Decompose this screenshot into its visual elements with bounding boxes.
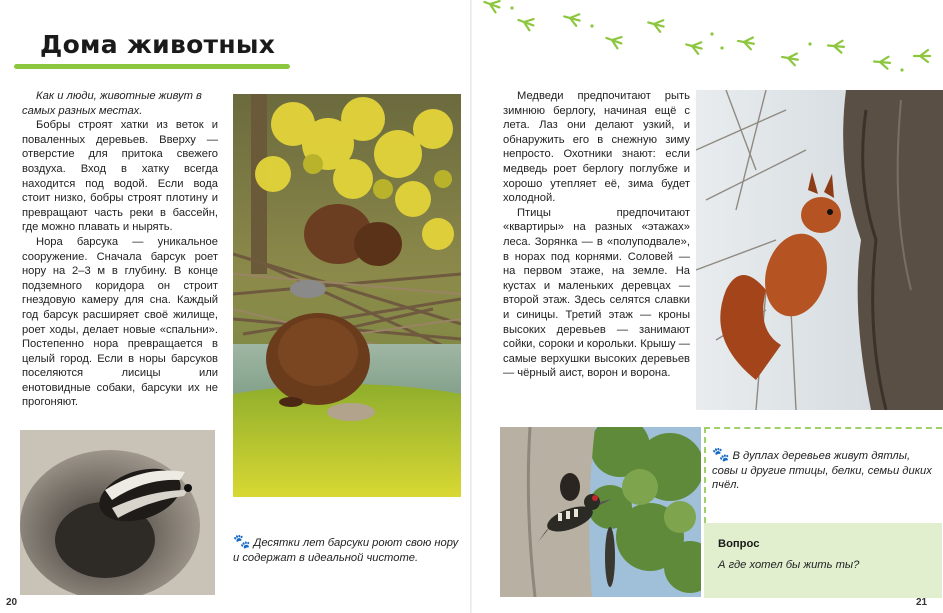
left-text-column [22, 89, 218, 410]
bear-paragraph: Медведи предпочитают рыть зимнюю берлогу, начиная ещё с лета. Лаз они делают узкий, и обнаружить его в снежную зиму непросто. Охотники знают: если медведь роет берлогу поглубже и хорошо утепляет её, зима будет холодной. [503, 90, 690, 205]
note-dashed-border-left [704, 427, 706, 523]
question-box [704, 523, 942, 598]
badger-photo [20, 430, 215, 595]
badger-paragraph: Нора барсука — уникальное сооружение. Сначала барсук роет нору на 2–3 м в глубину. В конце подземного коридора он строит гнездовую камеру для сна. Каждый год барсук расширяет своё жилище, роет ходы, делает новые «спальни». Постепенно нора превращается в целый город. Если в норы барсуков поселяются лисицы или енотовидные собаки, барсуки их не прогоняют. [22, 235, 218, 409]
right-text-column [503, 89, 690, 381]
intro-paragraph: Как и люди, животные живут в самых разных местах. [22, 90, 202, 117]
page-number-right: 21 [916, 597, 928, 608]
note-dashed-border-top [704, 427, 942, 429]
question-title: Вопрос [718, 538, 760, 550]
page-number-left: 20 [6, 597, 18, 608]
tree-hollow-note: 🐾 В дуплах деревьев живут дятлы, совы и другие птицы, белки, семьи диких пчёл. [712, 446, 932, 492]
woodpecker-photo [500, 427, 701, 597]
question-text: А где хотел бы жить ты? [718, 559, 860, 571]
title-underline [14, 64, 290, 69]
right-page [472, 0, 943, 613]
left-page [0, 0, 471, 613]
bird-tracks-icon [472, 0, 943, 90]
paw-icon: 🐾 [233, 533, 251, 549]
beaver-illustration [233, 94, 461, 497]
page-title: Дома животных [40, 30, 276, 59]
squirrel-photo [696, 90, 943, 410]
badger-note: 🐾 Десятки лет барсуки роют свою нору и содержат в идеальной чистоте. [233, 533, 459, 564]
beaver-paragraph: Бобры строят хатки из веток и поваленных деревьев. Вверху — отверстие для притока свежего воздуха. Вход в хатку всегда находится под водой. Если вода стоит низко, бобры строят плотину и превращают часть реки в бассейн, где можно плавать и нырять. [22, 119, 218, 234]
paw-icon: 🐾 [712, 446, 730, 462]
birds-paragraph: Птицы предпочитают «квартиры» на разных «этажах» леса. Зорянка — в «полуподвале», в норах под корнями. Соловей — на первом этаже, на земле. На кустах и маленьких деревцах — второй этаж. Здесь селятся славки и синицы. Третий этаж — кроны высоких деревьев — занимают сойки, сороки и корольки. Крышу — самые верхушки высоких деревьев — чёрный аист, ворон и ворона. [503, 206, 690, 380]
